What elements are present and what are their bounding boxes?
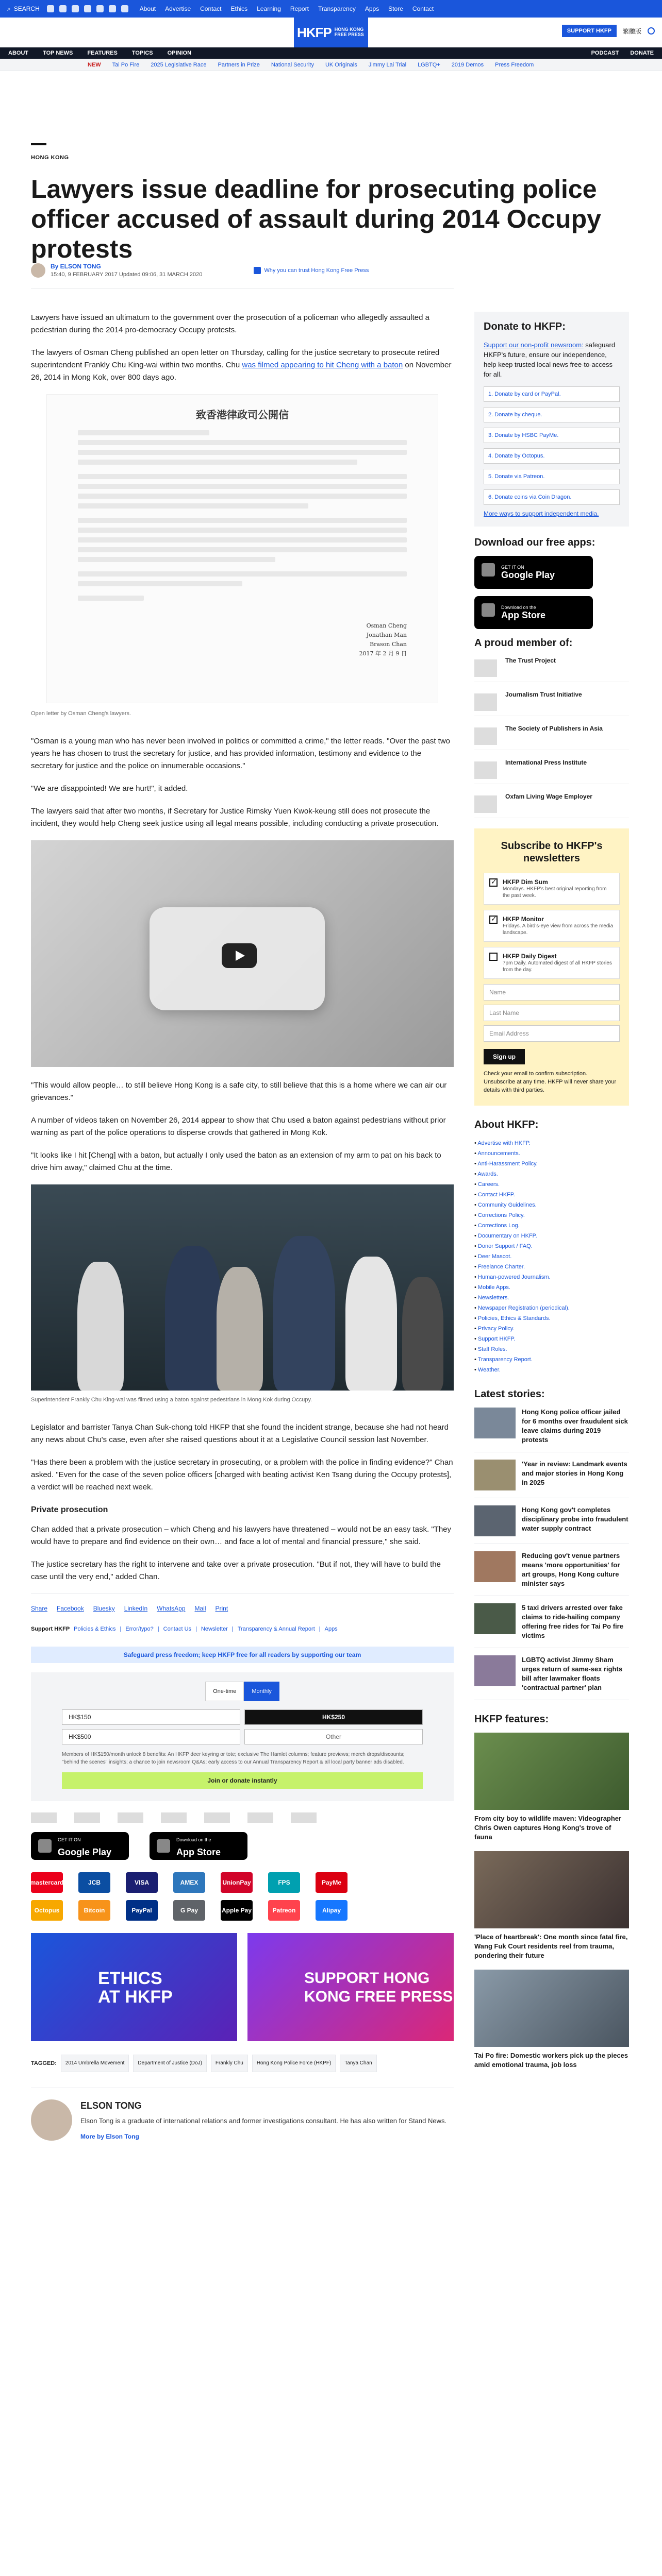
logo [74,1812,100,1823]
tag[interactable]: Department of Justice (DoJ) [133,2055,207,2072]
paragraph: "We are disappointed! We are hurt!", it added. [31,784,188,793]
story-thumbnail [474,1408,516,1438]
gpay-icon[interactable]: G Pay [173,1900,205,1921]
share-print[interactable]: Print [215,1605,228,1612]
apps-panel [474,537,629,629]
amount-other[interactable]: Other [244,1729,423,1744]
video-embed[interactable] [31,840,454,1067]
letter-title: 致香港律政司公開信 [196,409,289,421]
about-link[interactable]: • Announcements. [474,1148,629,1159]
about-link[interactable]: • Privacy Policy. [474,1324,629,1334]
story-thumbnail [474,1460,516,1490]
newsletter-option[interactable]: ✓ HKFP Monitor Fridays. A bird's-eye view from across the media landscape. [484,910,620,942]
story-thumbnail [474,1603,516,1634]
feature-item[interactable]: Tai Po fire: Domestic workers pick up the pieces amid emotional trauma, job loss [474,1970,629,2070]
about-link[interactable]: • Deer Mascot. [474,1251,629,1262]
support-hkfp-button[interactable]: SUPPORT HKFP [562,25,617,37]
logo [118,1812,143,1823]
amex-icon[interactable]: AMEX [173,1872,205,1893]
author-bio: Elson Tong is a graduate of international relations and former investigations consultant. He has also written for Stand News. [80,2117,447,2125]
visa-icon[interactable]: VISA [126,1872,158,1893]
feature-item[interactable]: 'Place of heartbreak': One month since fatal fire, Wang Fuk Court residents reel from trauma, pondering their future [474,1851,629,1960]
membership-note: Members of HK$150/month unlock 8 benefits: An HKFP deer keyring or tote; exclusive The Hamlet columns; feature previews; merch drops/discounts; "behind the scenes" insights; a chance to join newsroom Q&As; early access to our Annual Transparency Report & all local party banner ads disabled. [62,1752,405,1765]
article-headline: Lawyers issue deadline for prosecuting police officer accused of assault during 2014 Occupy protests [31,175,601,263]
about-panel [474,1119,629,1375]
email-input[interactable]: Email Address [484,1025,620,1042]
top-link-ethics[interactable]: Ethics [230,5,248,12]
trending-item[interactable]: UK Originals [325,61,357,68]
image-caption: Open letter by Osman Cheng's lawyers. [31,710,131,717]
newsletter-note: Check your email to confirm subscription. Unsubscribe at any time. HKFP will never share your details with third parties. [484,1071,617,1093]
about-link[interactable]: • Careers. [474,1179,629,1190]
octopus-icon[interactable]: Octopus [31,1900,63,1921]
story-thumbnail [474,1655,516,1686]
open-letter-image [46,394,438,703]
latest-title: Latest stories: [474,1388,545,1400]
search-icon[interactable] [648,27,655,35]
more-ways-link[interactable]: More ways to support independent media. [484,510,599,517]
article-category[interactable]: HONG KONG [31,155,69,161]
trending-item[interactable]: 2025 Legislative Race [151,61,207,68]
author-name[interactable]: ELSON TONG [80,2100,142,2111]
footer-link[interactable]: Error/typo? [125,1626,154,1632]
google-play-badge[interactable]: GET IT ON Google Play [31,1832,129,1860]
features-panel [474,1714,629,2070]
trust-link[interactable]: Why you can trust Hong Kong Free Press [254,267,369,274]
paragraph: A number of videos taken on November 26, 2014 appear to show that Chu used a baton against pedestrians without prior warning as part of the police operations to disperse crowds that gathered in Mong Kok. [31,1116,446,1137]
jcb-icon[interactable]: JCB [78,1872,110,1893]
story-item[interactable]: Reducing gov't venue partners means 'more opportunities' for art groups, Hong Kong culture minister says [474,1551,629,1596]
nav-top-news[interactable]: TOP NEWS [43,50,73,56]
social-icons [47,5,128,12]
main-nav [0,47,662,59]
amount-options [62,1709,423,1744]
member-panel [474,637,629,818]
top-link-report[interactable]: Report [290,5,309,12]
about-link[interactable]: • Newsletters. [474,1293,629,1303]
payme-icon[interactable]: PayMe [316,1872,347,1893]
top-link-learning[interactable]: Learning [257,5,281,12]
story-item[interactable]: LGBTQ activist Jimmy Sham urges return of same-sex rights bill after lawmaker floats 'contractual partner' plan [474,1655,629,1700]
donate-option[interactable]: 2. Donate by cheque. [484,407,620,422]
about-link[interactable]: • Newspaper Registration (periodical). [474,1303,629,1313]
top-link-apps[interactable]: Apps [365,5,379,12]
freq-monthly[interactable]: Monthly [244,1682,279,1701]
top-link-advertise[interactable]: Advertise [165,5,191,12]
applepay-icon[interactable]: Apple Pay [221,1900,253,1921]
amount-option[interactable]: HK$500 [62,1729,240,1744]
about-link[interactable]: • Contact HKFP. [474,1190,629,1200]
paragraph: The justice secretary has the right to intervene and take over a private prosecution. "But if not, they will have to build the case until the very end," added Chan. [31,1560,441,1581]
donate-option[interactable]: 6. Donate coins via Coin Dragon. [484,489,620,505]
facebook-icon[interactable] [47,5,54,12]
x-icon[interactable] [59,5,67,12]
member-logo[interactable]: The Society of Publishers in Asia [474,724,629,750]
top-link-contact[interactable]: Contact [200,5,222,12]
app-store-badge[interactable]: Download on the App Store [474,596,593,629]
footer-link[interactable]: Apps [324,1626,338,1632]
paragraph: The lawyers said that after two months, if Secretary for Justice Rimsky Yuen Kwok-keung still does not prosecute the incident, they would help Cheng seek justice using all legal means possible, including conducting a private prosecution. [31,807,439,828]
apps-title: Download our free apps: [474,537,595,548]
share-linkedin[interactable]: LinkedIn [124,1605,148,1612]
top-link-transparency[interactable]: Transparency [318,5,356,12]
footer-link[interactable]: Policies & Ethics [74,1626,116,1632]
trending-item[interactable]: National Security [271,61,314,68]
payment-methods [31,1872,454,1921]
author-more-link[interactable]: More by Elson Tong [80,2133,139,2140]
support-promo[interactable]: SUPPORT HONG KONG FREE PRESS [247,1933,454,2041]
paragraph: Chan added that a private prosecution – which Cheng and his lawyers have threatened – would not be an easy task. "They would have to prepare and find evidence on their own… and face a lot of mental and financial pressure," she said. [31,1525,452,1546]
top-link-about[interactable]: About [139,5,156,12]
alipay-icon[interactable]: Alipay [316,1900,347,1921]
last-name-input[interactable]: Last Name [484,1005,620,1021]
nav-donate[interactable]: DONATE [630,50,654,56]
language-link[interactable]: 繁體版 [622,27,641,35]
top-link-store[interactable]: Store [388,5,403,12]
name-input[interactable]: Name [484,984,620,1001]
author-link[interactable]: By ELSON TONG [51,263,101,270]
header-actions [562,25,655,37]
newsletter-panel [474,828,629,1106]
features-title: HKFP features: [474,1714,549,1725]
divider [31,143,46,145]
trending-item[interactable]: Jimmy Lai Trial [368,61,407,68]
logo [291,1812,317,1823]
donate-option[interactable]: 1. Donate by card or PayPal. [484,386,620,402]
about-link[interactable]: • Weather. [474,1365,629,1375]
about-link[interactable]: • Documentary on HKFP. [474,1231,629,1241]
author-box [31,2088,454,2143]
bitcoin-icon[interactable]: Bitcoin [78,1900,110,1921]
checkbox[interactable] [489,916,498,924]
trending-bar [0,59,662,71]
about-link[interactable]: • Mobile Apps. [474,1282,629,1293]
donate-title: Donate to HKFP: [484,321,566,332]
about-title: About HKFP: [474,1119,539,1130]
member-logo[interactable]: The Trust Project [474,656,629,682]
promo-banners [31,1933,454,2041]
trust-logos [31,1812,454,1823]
donate-option[interactable]: 5. Donate via Patreon. [484,469,620,484]
trending-item[interactable]: Press Freedom [495,61,534,68]
sidebar [474,312,629,2079]
support-banner[interactable]: Safeguard press freedom; keep HKFP free for all readers by supporting our team [31,1647,454,1663]
checkbox[interactable] [489,953,498,961]
top-link-contact-2[interactable]: Contact [412,5,434,12]
google-play-badge[interactable]: GET IT ON Google Play [474,556,593,589]
youtube-icon[interactable] [96,5,104,12]
about-link[interactable]: • Donor Support / FAQ. [474,1241,629,1251]
top-links [140,5,434,12]
tag[interactable]: Hong Kong Police Force (HKPF) [252,2055,336,2072]
member-logo[interactable]: Oxfam Living Wage Employer [474,792,629,818]
story-item[interactable]: 'Year in review: Landmark events and major stories in Hong Kong in 2025 [474,1460,629,1498]
ethics-promo[interactable]: ETHICS AT HKFP [31,1933,237,2041]
about-link[interactable]: • Advertise with HKFP. [474,1138,629,1148]
newsletter-title: Subscribe to HKFP's newsletters [501,840,603,864]
tag[interactable]: 2014 Umbrella Movement [61,2055,129,2072]
footer-link[interactable]: Contact Us [163,1626,192,1632]
play-icon[interactable] [222,943,257,968]
donate-panel: Donate to HKFP: Support our non-profit newsroom: safeguard HKFP's future, ensure our independence, help keep trusted local news free-to-access for all. 1. Donate by card or PayPal. 2. Donate by cheque. 3. Donate by HSBC PayMe. 4. Donate by Octopus. 5. Donate via Patreon. 6. Donate coins via Coin Dragon. More ways to support independent media. [474,312,629,527]
subheading: Private prosecution [31,1505,108,1514]
article-tags [31,2055,454,2072]
story-item[interactable]: Hong Kong gov't completes disciplinary probe into fraudulent water supply contract [474,1505,629,1544]
logo [31,1812,57,1823]
trending-item[interactable]: Tai Po Fire [112,61,140,68]
donate-intro-link[interactable]: Support our non-profit newsroom: [484,341,584,349]
letter-signatories: Osman Cheng Jonathan Man Brason Chan 2017 年 2 月 9 日 [359,622,407,657]
article-photo [31,1184,454,1391]
feature-image [474,1970,629,2047]
app-store-badge[interactable]: Download on the App Store [150,1832,247,1860]
new-badge: NEW [88,61,101,68]
donate-option[interactable]: 3. Donate by HSBC PayMe. [484,428,620,443]
newsletter-option[interactable]: ✓ HKFP Dim Sum Mondays. HKFP's best original reporting from the past week. [484,873,620,905]
story-thumbnail [474,1551,516,1582]
patreon-icon[interactable]: Patreon [268,1900,300,1921]
donate-widget [31,1672,454,1801]
nav-features[interactable]: FEATURES [87,50,118,56]
trending-item[interactable]: 2019 Demos [451,61,484,68]
nav-opinion[interactable]: OPINION [167,50,192,56]
search-icon: ⌕ [7,5,11,12]
instagram-icon[interactable] [72,5,79,12]
donate-option[interactable]: 4. Donate by Octopus. [484,448,620,464]
story-item[interactable]: Hong Kong police officer jailed for 6 months over fraudulent sick leave claims during 2019 protests [474,1408,629,1452]
nav-podcast[interactable]: PODCAST [591,50,619,56]
paragraph: Lawyers have issued an ultimatum to the government over the prosecution of a policeman who allegedly assaulted a pedestrian during the 2014 pro-democracy Occupy protests. [31,313,429,334]
trust-icon [254,267,261,274]
author-avatar [31,263,45,278]
about-link[interactable]: • Transparency Report. [474,1354,629,1365]
unionpay-icon[interactable]: UnionPay [221,1872,253,1893]
threads-icon[interactable] [84,5,91,12]
amount-option[interactable]: HK$150 [62,1709,240,1725]
byline [31,263,369,278]
about-link[interactable]: • Corrections Log. [474,1221,629,1231]
about-link[interactable]: • Freelance Charter. [474,1262,629,1272]
frequency-toggle [46,1682,438,1701]
share-facebook[interactable]: Facebook [57,1605,84,1612]
freq-one-time[interactable]: One-time [205,1682,244,1701]
top-bar [0,0,662,18]
share-mail[interactable]: Mail [194,1605,206,1612]
trending-item[interactable]: Partners in Prize [218,61,260,68]
article-date: 15:40, 9 FEBRUARY 2017 Updated 09:06, 31 MARCH 2020 [51,272,203,278]
share-label: Share [31,1605,48,1612]
tag[interactable]: Tanya Chan [340,2055,376,2072]
telegram-icon[interactable] [109,5,116,12]
inline-link[interactable]: was filmed appearing to hit Cheng with a baton [242,361,403,369]
story-thumbnail [474,1505,516,1536]
article-body [31,312,454,2143]
about-link[interactable]: • Human-powered Journalism. [474,1272,629,1282]
checkbox[interactable] [489,878,498,887]
logo [247,1812,273,1823]
paypal-icon[interactable]: PayPal [126,1900,158,1921]
app-badges [31,1832,454,1860]
about-link[interactable]: • Staff Roles. [474,1344,629,1354]
footer-link[interactable]: Newsletter [201,1626,228,1632]
amount-option-selected[interactable]: HK$250 [244,1709,423,1725]
paragraph: "Osman is a young man who has never been involved in politics or committed a crime," the letter reads. "Over the past two years he has chosen to trust the secretary for justice, and has provided information, testimony and evidence to the secretary for justice and the police on innumerable occasions." [31,737,451,770]
footer-link[interactable]: Transparency & Annual Report [237,1626,315,1632]
trending-item[interactable]: LGBTQ+ [418,61,440,68]
nav-topics[interactable]: TOPICS [131,50,153,56]
linkedin-icon[interactable] [121,5,128,12]
about-link[interactable]: • Awards. [474,1169,629,1179]
feature-item[interactable]: From city boy to wildlife maven: Videographer Chris Owen captures Hong Kong's trove of fauna [474,1733,629,1842]
join-button[interactable]: Join or donate instantly [62,1772,423,1789]
paragraph: Legislator and barrister Tanya Chan Suk-chong told HKFP that she found the incident strange, because she had not heard any news about Chu's case, even after she raised questions about it at a Legislative Council session last November. [31,1423,449,1444]
logo [161,1812,187,1823]
fps-icon[interactable]: FPS [268,1872,300,1893]
newsletter-option[interactable]: HKFP Daily Digest 7pm Daily. Automated digest of all HKFP stories from the day. [484,947,620,979]
share-row [31,1594,454,1615]
logo [204,1812,230,1823]
tag[interactable]: Frankly Chu [211,2055,248,2072]
signup-button[interactable]: Sign up [484,1049,525,1064]
share-bluesky[interactable]: Bluesky [93,1605,115,1612]
paragraph: "This would allow people… to still believe Hong Kong is a safe city, to still believe that this is a home where we can air our grievances." [31,1081,447,1102]
feature-image [474,1851,629,1928]
about-link[interactable]: • Corrections Policy. [474,1210,629,1221]
about-link[interactable]: • Anti-Harassment Policy. [474,1159,629,1169]
author-photo [31,2099,72,2141]
about-link[interactable]: • Policies, Ethics & Standards. [474,1313,629,1324]
member-logo[interactable]: International Press Institute [474,758,629,784]
story-item[interactable]: 5 taxi drivers arrested over fake claims to ride-hailing company offering free rides for Tai Po fire victims [474,1603,629,1648]
share-whatsapp[interactable]: WhatsApp [157,1605,186,1612]
mastercard-icon[interactable]: mastercard [31,1872,63,1893]
about-link[interactable]: • Support HKFP. [474,1334,629,1344]
paragraph: "Has there been a problem with the justice secretary in prosecuting, or a problem with the police in finding evidence?" Chan asked. "Even for the case of the seven police officers [charged with beating activist Ken Tsang during the Occupy protests], a verdict will be reached next week. [31,1458,453,1492]
about-link[interactable]: • Community Guidelines. [474,1200,629,1210]
tags-label: TAGGED: [31,2060,57,2066]
paragraph: "It looks like I hit [Cheng] with a baton, but actually I only used the baton as an extension of my arm to pat on his back to drive him away," claimed Chu at the time. [31,1151,441,1172]
latest-panel [474,1388,629,1700]
footer-links: Support HKFP Policies & Ethics | Error/typo? | Contact Us | Newsletter | Transparency & Annual Report | Apps [31,1623,454,1635]
paragraph: The lawyers of Osman Cheng published an open letter on Thursday, calling for the justice secretary to prosecute retired superintendent Frankly Chu King-wai within two months. Chu was filmed appearing to hit Cheng with a baton on November 26, 2014 in Mong Kok, over 800 days ago. [31,348,452,382]
search-link[interactable]: ⌕ SEARCH [7,5,40,12]
support-link[interactable]: Support HKFP [31,1626,70,1632]
feature-image [474,1733,629,1810]
member-logo[interactable]: Journalism Trust Initiative [474,690,629,716]
image-caption: Superintendent Frankly Chu King-wai was filmed using a baton against pedestrians in Mong Kok during Occupy. [31,1397,312,1403]
nav-about[interactable]: ABOUT [8,50,29,56]
member-title: A proud member of: [474,637,573,649]
hkfp-logo[interactable]: HKFP HONG KONG FREE PRESS [294,18,368,47]
